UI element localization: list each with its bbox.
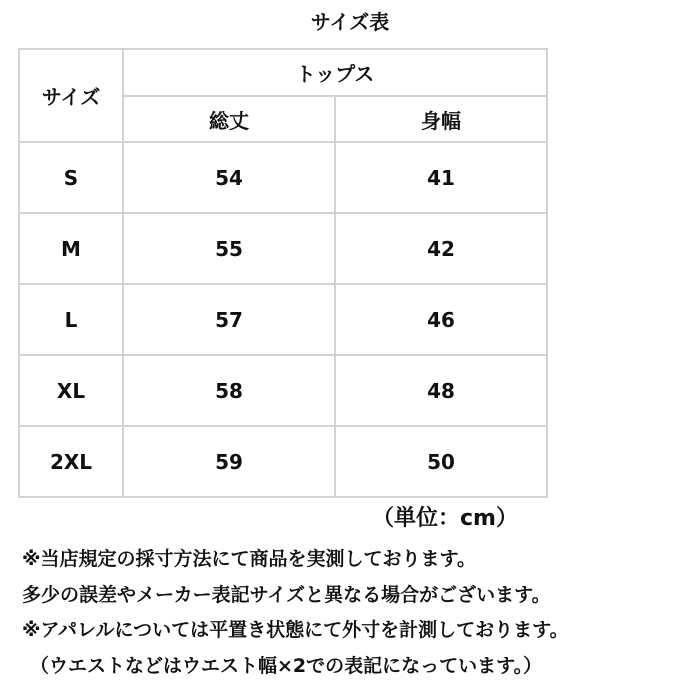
length-cell: 58 — [123, 355, 335, 426]
size-cell: L — [19, 284, 123, 355]
size-cell: XL — [19, 355, 123, 426]
length-cell: 57 — [123, 284, 335, 355]
length-cell: 54 — [123, 142, 335, 213]
notes — [22, 542, 698, 684]
length-column-header: 総丈 — [123, 96, 335, 142]
length-cell: 59 — [123, 426, 335, 497]
note-line: ※当店規定の採寸方法にて商品を実測しております。 — [22, 548, 476, 570]
note-line: ※アパレルについては平置き状態にて外寸を計測しております。 — [22, 619, 569, 641]
length-cell: 55 — [123, 213, 335, 284]
width-cell: 46 — [335, 284, 547, 355]
table-header-row — [19, 49, 547, 96]
table-row — [19, 142, 547, 213]
width-cell: 42 — [335, 213, 547, 284]
table-row — [19, 213, 547, 284]
width-cell: 41 — [335, 142, 547, 213]
size-cell: M — [19, 213, 123, 284]
size-column-header: サイズ — [19, 49, 123, 142]
unit-label: （単位：cm） — [372, 506, 518, 531]
table-row — [19, 426, 547, 497]
table-row — [19, 355, 547, 426]
width-cell: 50 — [335, 426, 547, 497]
page-title: サイズ表 — [310, 10, 390, 34]
size-table — [18, 48, 548, 498]
size-cell: S — [19, 142, 123, 213]
width-cell: 48 — [335, 355, 547, 426]
width-column-header: 身幅 — [335, 96, 547, 142]
table-row — [19, 284, 547, 355]
tops-group-header: トップス — [123, 49, 547, 96]
note-line: （ウエストなどはウエスト幅×2での表記になっています。） — [30, 654, 543, 677]
size-cell: 2XL — [19, 426, 123, 497]
note-line: 多少の誤差やメーカー表記サイズと異なる場合がございます。 — [22, 583, 551, 606]
